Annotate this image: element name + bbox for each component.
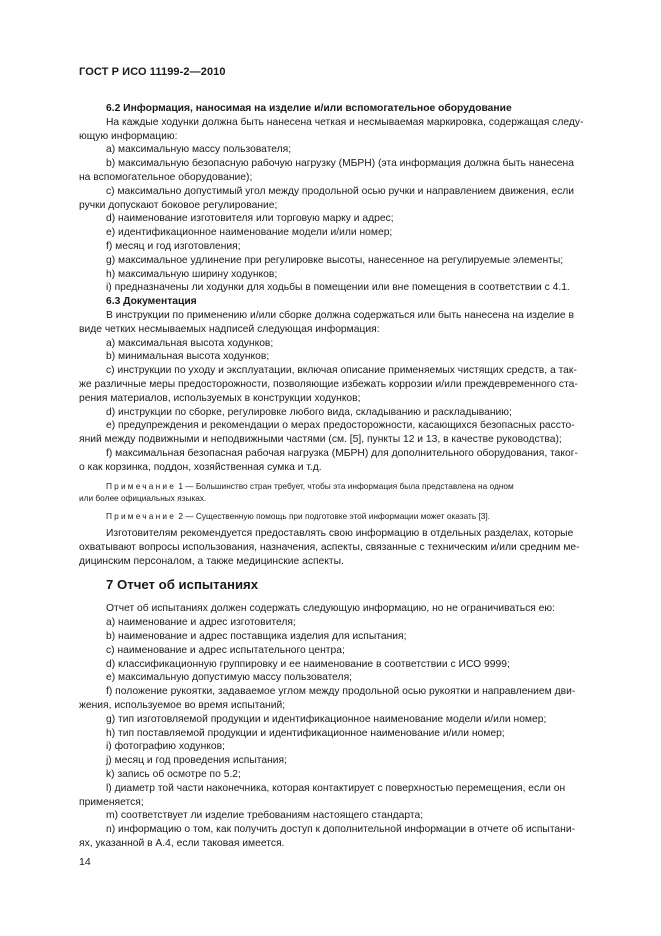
list-item: h) тип поставляемой продукции и идентификационное наименование и/или номер;: [106, 727, 505, 739]
list-item: c) наименование и адрес испытательного центра;: [106, 644, 345, 656]
paragraph-line: ющую информацию:: [79, 130, 178, 142]
paragraph-line: Изготовителям рекомендуется предоставлять свою информацию в отдельных разделах, которые: [106, 528, 574, 540]
list-item-continuation: ручки допускают боковое регулирование;: [79, 199, 278, 211]
list-item: n) информацию о том, как получить доступ к дополнительной информации в отчете об испытани-: [106, 824, 576, 836]
list-item: e) идентификационное наименование модели и/или номер;: [106, 227, 393, 239]
section-6-3-heading: 6.3 Документация: [106, 296, 197, 308]
list-item: j) месяц и год проведения испытания;: [106, 755, 287, 767]
list-item: l) диаметр той части наконечника, которая контактирует с поверхностью перемещения, если он: [106, 782, 566, 794]
paragraph-line: виде четких несмываемых надписей следующая информация:: [79, 323, 380, 335]
list-item-continuation: же различные меры предосторожности, позволяющие избежать коррозии и/или преждевременного ста-: [79, 378, 578, 390]
list-item: g) максимальное удлинение при регулировке высоты, нанесенное на регулируемые элементы;: [106, 254, 564, 266]
note-1: [79, 480, 615, 493]
list-item: b) наименование и адрес поставщика изделия для испытания;: [106, 631, 407, 642]
note-label: Примечание: [106, 510, 177, 521]
list-item: b) максимальную безопасную рабочую нагрузку (МБРН) (эта информация должна быть нанесена: [106, 158, 574, 170]
list-item: i) фотографию ходунков;: [106, 741, 225, 753]
paragraph-line: дицинским персоналом, а также медицинские аспекты.: [79, 555, 344, 567]
list-item: a) максимальную массу пользователя;: [106, 144, 292, 156]
note-text: 1 — Большинство стран требует, чтобы эта информация была представлена на одном: [176, 480, 514, 491]
list-item-continuation: применяется;: [79, 796, 144, 808]
list-item: f) месяц и год изготовления;: [106, 240, 241, 252]
list-item: c) максимально допустимый угол между продольной осью ручки и направлением движения, если: [106, 185, 575, 197]
list-item: f) максимальная безопасная рабочая нагрузка (МБРН) для дополнительного оборудования, таког-: [106, 447, 578, 459]
note-2: [79, 510, 615, 523]
list-item-continuation: о как корзинка, поддон, хозяйственная сумка и т.д.: [79, 461, 322, 473]
list-item: i) предназначены ли ходунки для ходьбы в помещении или вне помещения в соответствии с 4.1.: [106, 282, 570, 294]
page-number: 14: [79, 856, 91, 868]
list-item: k) запись об осмотре по 5.2;: [106, 768, 241, 780]
section-6-2-heading: 6.2 Информация, наносимая на изделие и/или вспомогательное оборудование: [106, 103, 512, 114]
note-text: 2 — Существенную помощь при подготовке этой информации может оказать [3].: [176, 510, 490, 521]
list-item: a) максимальная высота ходунков;: [106, 337, 274, 349]
paragraph-line: На каждые ходунки должна быть нанесена четкая и несмываемая маркировка, содержащая следу-: [106, 116, 584, 128]
section-7-title: 7 Отчет об испытаниях: [106, 577, 259, 593]
list-item-continuation: рения материалов, используемых в конструкции ходунков;: [79, 392, 361, 404]
list-item: d) классификационную группировку и ее наименование в соответствии с ИСО 9999;: [106, 658, 510, 670]
list-item: d) инструкции по сборке, регулировке любого вида, складыванию и раскладыванию;: [106, 406, 512, 418]
list-item: f) положение рукоятки, задаваемое углом между продольной осью рукоятки и направлением дви-: [106, 686, 576, 698]
list-item: d) наименование изготовителя или торговую марку и адрес;: [106, 213, 394, 225]
list-item: a) наименование и адрес изготовителя;: [106, 617, 296, 629]
document-header: ГОСТ Р ИСО 11199-2—2010: [79, 66, 226, 78]
list-item: h) максимальную ширину ходунков;: [106, 268, 278, 280]
page-body: [79, 102, 615, 851]
list-item: e) максимальную допустимую массу пользователя;: [106, 672, 353, 684]
list-item-continuation: на вспомогательное оборудование);: [79, 171, 253, 183]
paragraph-line: охватывают вопросы использования, назначения, аспекты, связанные с техническим и/или средним ме-: [79, 541, 580, 553]
note-label: Примечание: [106, 480, 177, 491]
list-item: b) минимальная высота ходунков;: [106, 351, 270, 363]
list-item-continuation: жения, используемое во время испытаний;: [79, 699, 286, 711]
paragraph-line: В инструкции по применению и/или сборке должна содержаться или быть нанесена на изделие в: [106, 309, 574, 321]
list-item-continuation: яний между подвижными и неподвижными частями (см. [5], пункты 12 и 13, в качестве руководства);: [79, 434, 562, 446]
list-item: c) инструкции по уходу и эксплуатации, включая описание применяемых чистящих средств, а так-: [106, 365, 577, 377]
list-item: m) соответствует ли изделие требованиям настоящего стандарта;: [106, 810, 424, 822]
list-item: g) тип изготовляемой продукции и идентификационное наименование модели и/или номер;: [106, 713, 547, 725]
list-item-continuation: ях, указанной в А.4, если таковая имеется.: [79, 837, 285, 849]
note-1-continuation: или более официальных языках.: [79, 493, 207, 504]
paragraph-line: Отчет об испытаниях должен содержать следующую информацию, но не ограничиваться ею:: [106, 603, 555, 615]
list-item: e) предупреждения и рекомендации о мерах предосторожности, касающихся безопасных рассто-: [106, 420, 575, 432]
